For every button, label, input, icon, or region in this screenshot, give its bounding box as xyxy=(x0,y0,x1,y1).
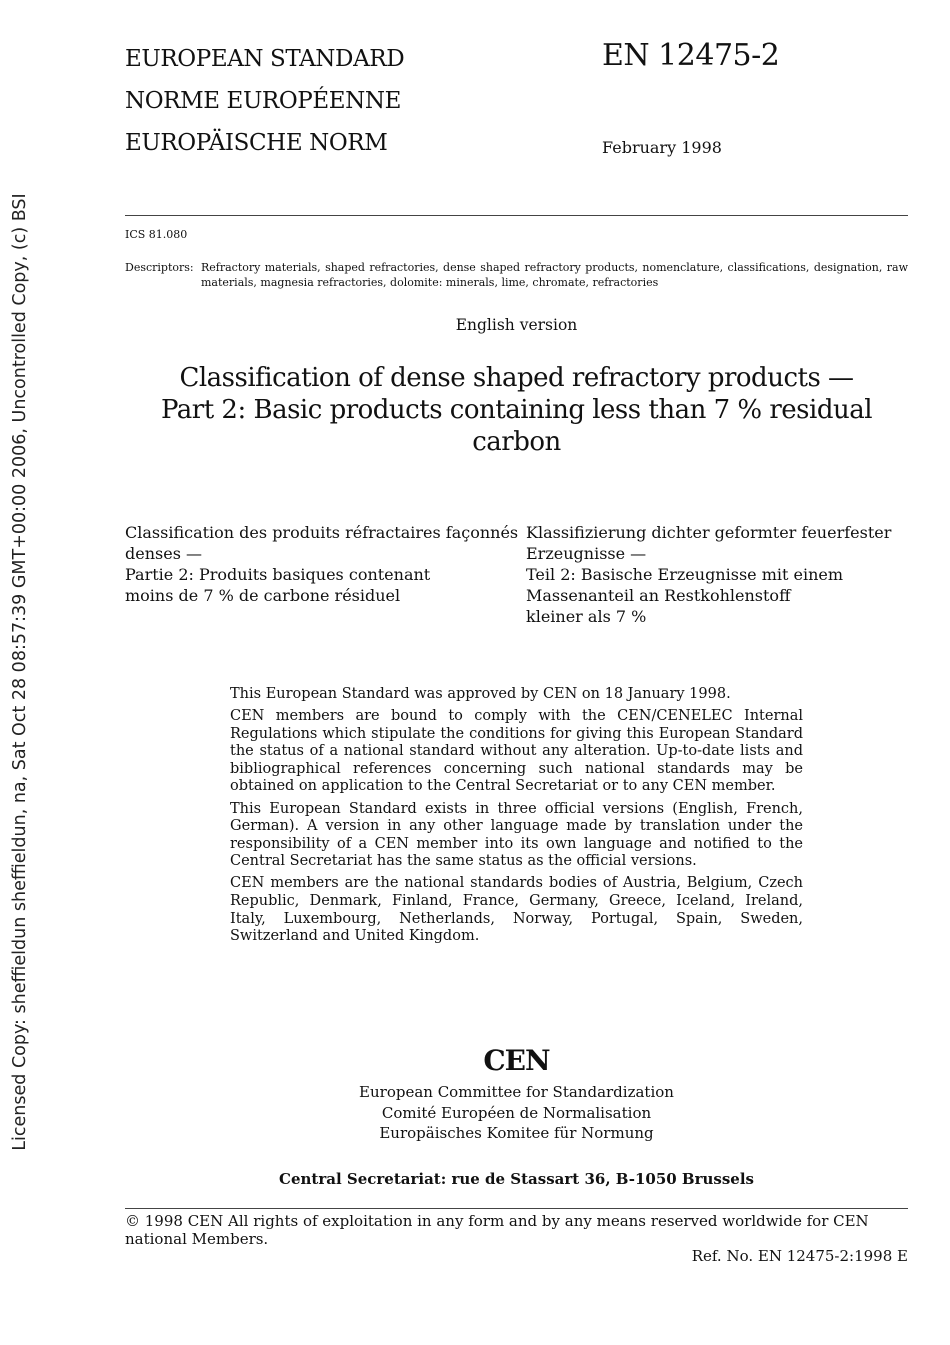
title-fr-line: Partie 2: Produits basiques contenant xyxy=(125,565,431,584)
title-de-line: Klassifizierung dichter geformter feuerfester xyxy=(526,523,892,542)
title-line-2: Part 2: Basic products containing less than 7 % residual carbon xyxy=(160,395,873,457)
standard-name-en: EUROPEAN STANDARD xyxy=(125,46,405,72)
title-fr-line: denses — xyxy=(125,544,202,563)
cen-logo: CEN xyxy=(483,1044,550,1077)
standard-name-de: EUROPÄISCHE NORM xyxy=(125,130,388,156)
title-line-1: Classification of dense shaped refractory products — xyxy=(179,363,854,393)
document-title xyxy=(125,362,908,458)
descriptors-label: Descriptors: xyxy=(125,261,194,274)
title-german xyxy=(526,522,906,627)
version-label: English version xyxy=(455,316,578,334)
copyright-notice: © 1998 CEN All rights of exploitation in any form and by any means reserved worldwide for CEN national Members. xyxy=(125,1212,869,1248)
title-de-line: Erzeugnisse — xyxy=(526,544,647,563)
committee-name-fr: Comité Européen de Normalisation xyxy=(381,1103,652,1122)
descriptors xyxy=(125,260,908,290)
approval-paragraph: CEN members are bound to comply with the CEN/CENELEC Internal Regulations which stipulate the conditions for giving this European Standard the status of a national standard without any alteration. Up-to-date lists and bibliographical references concerning such national standards may be obtained on application to the Central Secretariat or to any CEN member. xyxy=(230,708,803,795)
title-de-line: kleiner als 7 % xyxy=(526,607,647,626)
document-number: EN 12475-2 xyxy=(602,38,780,73)
committee-name-de: Europäisches Komitee für Normung xyxy=(379,1124,654,1142)
title-fr-line: moins de 7 % de carbone résiduel xyxy=(125,586,401,605)
approval-paragraph: This European Standard exists in three official versions (English, French, German). A version in any other language made by translation under the responsibility of a CEN member into its own language and notified to the Central Secretariat has the same status as the official versions. xyxy=(230,800,803,870)
publication-date: February 1998 xyxy=(602,138,722,157)
committee-name-en: European Committee for Standardization xyxy=(359,1083,674,1101)
reference-number: Ref. No. EN 12475-2:1998 E xyxy=(691,1247,908,1265)
title-fr-line: Classification des produits réfractaires façonnés xyxy=(125,523,519,542)
title-french xyxy=(125,522,519,606)
title-de-line: Teil 2: Basische Erzeugnisse mit einem xyxy=(526,565,844,584)
standard-name-fr: NORME EUROPÉENNE xyxy=(125,88,401,114)
approval-paragraph: This European Standard was approved by CEN on 18 January 1998. xyxy=(230,686,731,702)
descriptors-text: Refractory materials, shaped refractories, dense shaped refractory products, nomenclature, classifications, designation, raw materials, magnesia refractories, dolomite: minerals, lime, chromate, refractories xyxy=(201,261,908,289)
approval-paragraph: CEN members are the national standards bodies of Austria, Belgium, Czech Republic, Denmark, Finland, France, Germany, Greece, Iceland, Ireland, Italy, Luxembourg, Netherlands, Norway, Portugal, Spain, Sweden, Switzerland and United Kingdom. xyxy=(230,875,803,945)
central-secretariat: Central Secretariat: rue de Stassart 36, B-1050 Brussels xyxy=(279,1170,754,1188)
ics-code: ICS 81.080 xyxy=(125,228,188,241)
footer-divider xyxy=(125,1208,908,1209)
license-watermark: Licensed Copy: sheffieldun sheffieldun, na, Sat Oct 28 08:57:39 GMT+00:00 2006, Uncontrolled Copy, (c) BSI xyxy=(10,193,30,1151)
title-de-line: Massenanteil an Restkohlenstoff xyxy=(526,586,791,605)
header-divider xyxy=(125,215,908,216)
cen-committee-names xyxy=(0,1082,950,1144)
approval-statement xyxy=(230,686,803,950)
